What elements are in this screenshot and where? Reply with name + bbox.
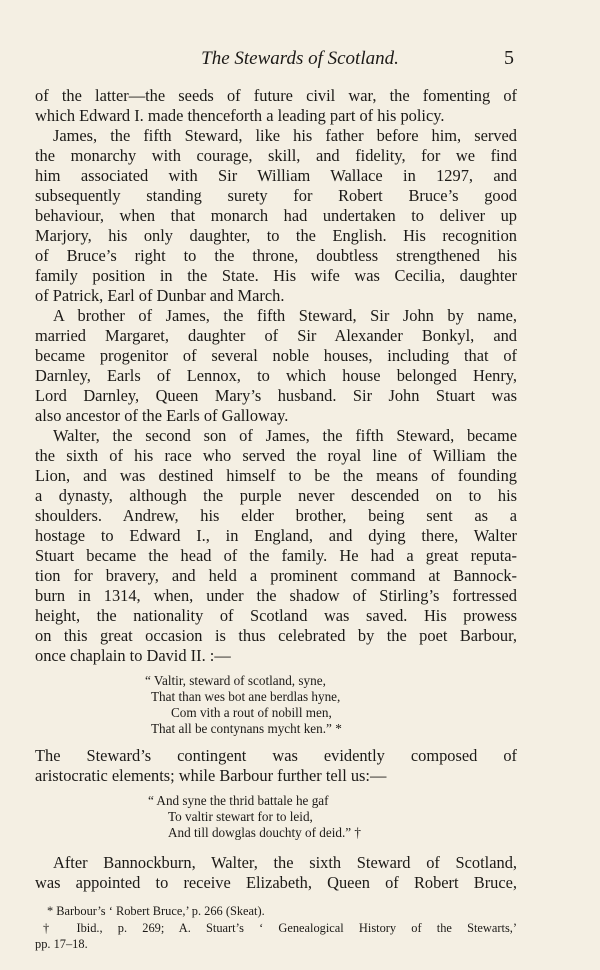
body-line: of Patrick, Earl of Dunbar and March. (35, 286, 285, 305)
body-line: tion for bravery, and held a prominent command at Bannock- (35, 566, 517, 585)
body-line: subsequently standing surety for Robert Bruce’s good (35, 186, 517, 205)
body-line: him associated with Sir William Wallace in 1297, and (35, 166, 517, 185)
body-line: on this great occasion is thus celebrated by the poet Barbour, (35, 626, 517, 645)
body-line: was appointed to receive Elizabeth, Queen of Robert Bruce, (35, 873, 517, 892)
footnote: pp. 17–18. (35, 937, 88, 951)
body-line: Darnley, Earls of Lennox, to which house belonged Henry, (35, 366, 517, 385)
verse-line: “ And syne the thrid battale he gaf (148, 793, 329, 808)
body-line: After Bannockburn, Walter, the sixth Steward of Scotland, (53, 853, 517, 872)
body-line: Marjory, his only daughter, to the English. His recognition (35, 226, 517, 245)
body-line: aristocratic elements; while Barbour further tell us:— (35, 766, 387, 785)
verse-line: That than wes bot ane berdlas hyne, (151, 689, 341, 704)
body-line: which Edward I. made thenceforth a leading part of his policy. (35, 106, 445, 125)
verse-line: Com vith a rout of nobill men, (171, 705, 332, 720)
body-line: Lion, and was destined himself to be the means of founding (35, 466, 517, 485)
body-line: shoulders. Andrew, his elder brother, being sent as a (35, 506, 517, 525)
verse-line: And till dowglas douchty of deid.” † (168, 825, 362, 840)
verse-line: That all be contynans mycht ken.” * (151, 721, 342, 736)
body-line: Walter, the second son of James, the fifth Steward, became (53, 426, 517, 445)
body-line: Stuart became the head of the family. He had a great reputa- (35, 546, 517, 565)
body-line: became progenitor of several noble houses, including that of (35, 346, 517, 365)
body-line: Lord Darnley, Queen Mary’s husband. Sir John Stuart was (35, 386, 517, 405)
body-line: burn in 1314, when, under the shadow of Stirling’s fortressed (35, 586, 517, 605)
body-line: The Steward’s contingent was evidently composed of (35, 746, 517, 765)
body-line: married Margaret, daughter of Sir Alexander Bonkyl, and (35, 326, 517, 345)
body-line: a dynasty, although the purple never descended on to his (35, 486, 517, 505)
footnote: * Barbour’s ‘ Robert Bruce,’ p. 266 (Skeat). (47, 904, 265, 918)
body-line: behaviour, when that monarch had undertaken to deliver up (35, 206, 517, 225)
verse-line: To valtir stewart for to leid, (168, 809, 313, 824)
body-line: A brother of James, the fifth Steward, Sir John by name, (53, 306, 517, 325)
verse-line: “ Valtir, steward of scotland, syne, (145, 673, 326, 688)
body-line: hostage to Edward I., in England, and dying there, Walter (35, 526, 517, 545)
body-line: the sixth of his race who served the royal line of William the (35, 446, 517, 465)
body-line: height, the nationality of Scotland was saved. His prowess (35, 606, 517, 625)
page-number: 5 (504, 47, 514, 69)
footnote: † Ibid., p. 269; A. Stuart’s ‘ Genealogical History of the Stewarts,’ (43, 921, 517, 935)
body-line: James, the fifth Steward, like his father before him, served (53, 126, 517, 145)
body-line: also ancestor of the Earls of Galloway. (35, 406, 289, 425)
running-header-title: The Stewards of Scotland. (201, 48, 399, 69)
body-line: the monarchy with courage, skill, and fidelity, for we find (35, 146, 517, 165)
body-line: once chaplain to David II. :— (35, 646, 231, 665)
body-line: family position in the State. His wife was Cecilia, daughter (35, 266, 517, 285)
body-line: of the latter—the seeds of future civil war, the fomenting of (35, 86, 517, 105)
body-line: of Bruce’s right to the throne, doubtless strengthened his (35, 246, 517, 265)
